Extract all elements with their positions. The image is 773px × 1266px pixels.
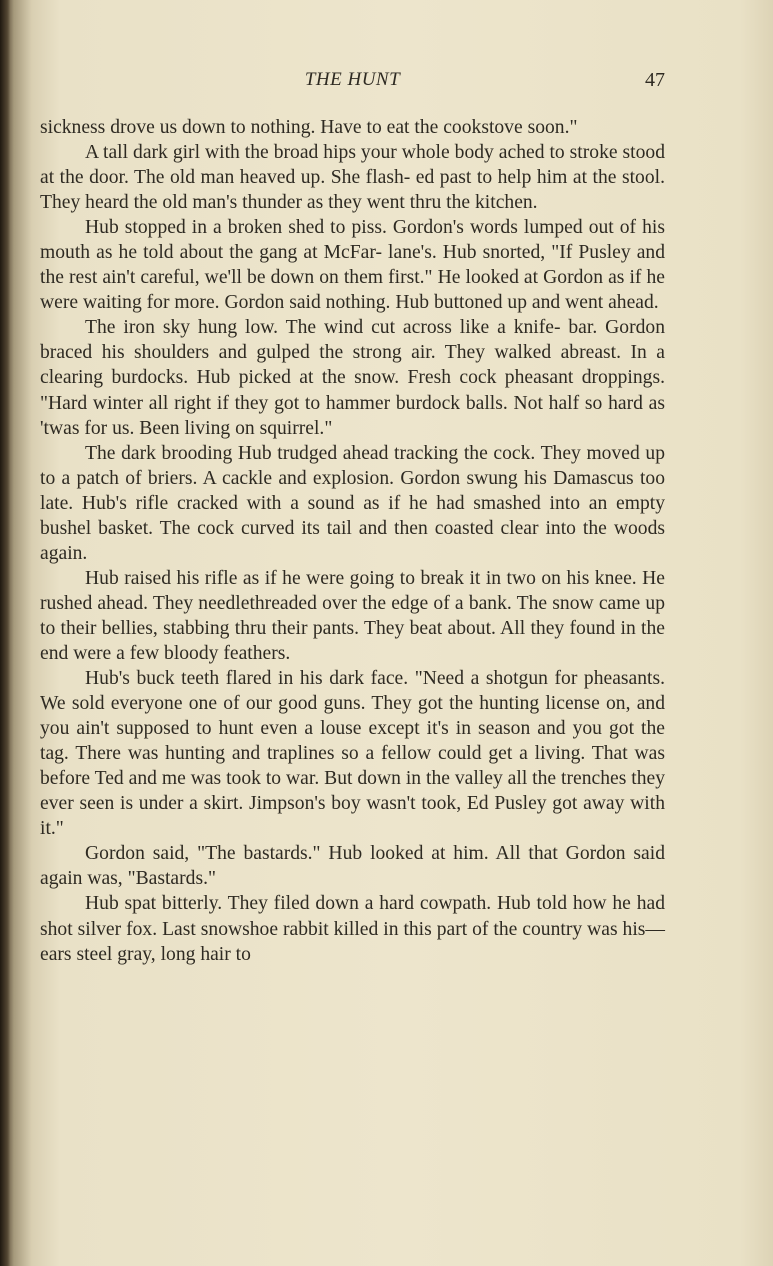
body-text — [40, 115, 665, 967]
paragraph: A tall dark girl with the broad hips your whole body ached to stroke stood at the door. The old man heaved up. She flash- ed past to help him at the stool. They heard the old man's thunder as they went thru the kitchen. — [40, 142, 665, 214]
paragraph: The dark brooding Hub trudged ahead tracking the cock. They moved up to a patch of briers. A cackle and explosion. Gordon swung his Damascus too late. Hub's rifle cracked with a sound as if he had smashed into an empty bushel basket. The cock curved its tail and then coasted clear into the woods again. — [40, 442, 665, 564]
running-title: THE HUNT — [304, 69, 401, 90]
paragraph: Gordon said, "The bastards." Hub looked at him. All that Gordon said again was, "Bastards." — [40, 843, 665, 890]
running-head — [40, 66, 665, 94]
paragraph: Hub stopped in a broken shed to piss. Gordon's words lumped out of his mouth as he told about the gang at McFar- lane's. Hub snorted, "If Pusley and the rest ain't careful, we'll be down on them first." He looked at Gordon as if he were waiting for more. Gordon said nothing. Hub buttoned up and went ahead. — [40, 217, 665, 314]
paragraph: sickness drove us down to nothing. Have to eat the cookstove soon." — [40, 117, 578, 138]
page-number: 47 — [645, 69, 665, 91]
paragraph: Hub's buck teeth flared in his dark face. "Need a shotgun for pheasants. We sold everyone one of our good guns. They got the hunting license on, and you ain't supposed to hunt even a louse except it's in season and you got the tag. There was hunting and traplines so a fellow could get a living. That was before Ted and me was took to war. But down in the valley all the trenches they ever seen is under a skirt. Jimpson's boy wasn't took, Ed Pusley got away with it." — [40, 668, 665, 840]
binding-shadow — [0, 0, 10, 1266]
paragraph: The iron sky hung low. The wind cut across like a knife- bar. Gordon braced his shoulders and gulped the strong air. They walked abreast. In a clearing burdocks. Hub picked at the snow. Fresh cock pheasant droppings. "Hard winter all right if they got to hammer burdock balls. Not half so hard as 'twas for us. Been living on squirrel." — [40, 317, 665, 439]
paragraph: Hub spat bitterly. They filed down a hard cowpath. Hub told how he had shot silver fox. Last snowshoe rabbit killed in this part of the country was his—ears steel gray, long hair to — [40, 893, 665, 965]
paragraph: Hub raised his rifle as if he were going to break it in two on his knee. He rushed ahead. They needlethreaded over the edge of a bank. The snow came up to their bellies, stabbing thru their pants. They beat about. All they found in the end were a few bloody feathers. — [40, 567, 665, 664]
